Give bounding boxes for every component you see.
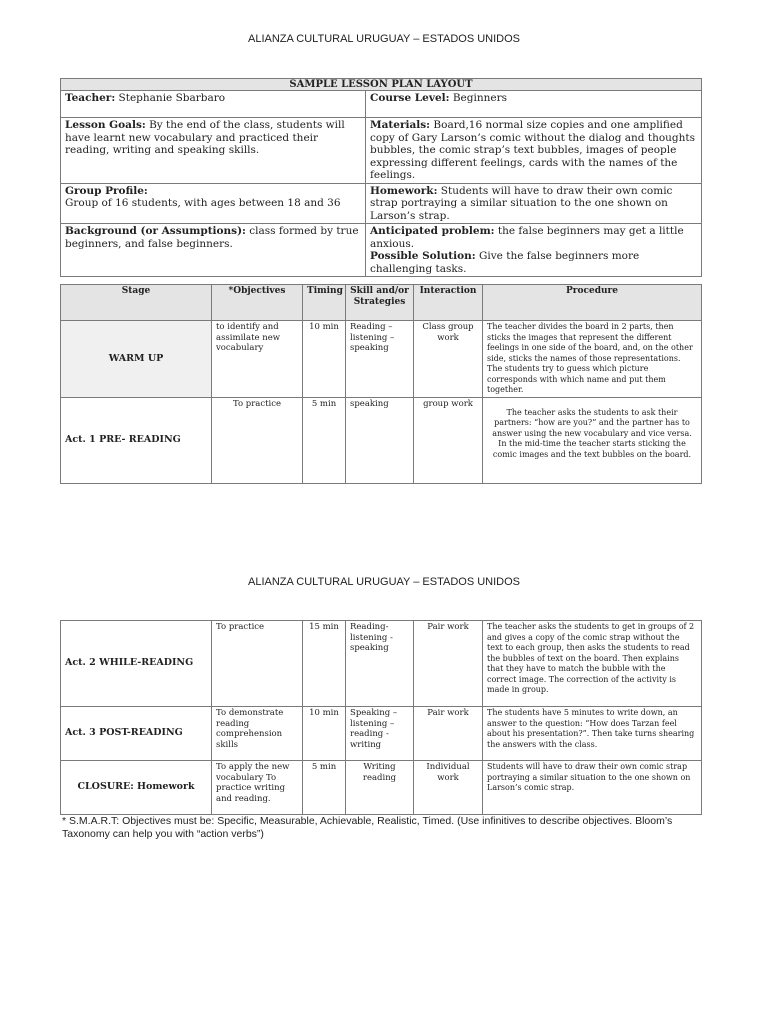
course-level-cell bbox=[366, 91, 702, 118]
interaction-cell: Class group work bbox=[414, 321, 483, 398]
objectives-header: *Objectives bbox=[212, 285, 303, 321]
materials-cell bbox=[366, 118, 702, 184]
procedure-cell: The teacher asks the students to get in groups of 2 and gives a copy of the comic strap without the text to each group, then asks the students to read the bubbles of text on the board. Then explains that they have to match the bubble with the correct image. The correction of the activity is made in group. bbox=[483, 621, 702, 707]
anticipated-problem-label: Anticipated problem: bbox=[370, 225, 495, 237]
document-header-page-2: ALIANZA CULTURAL URUGUAY – ESTADOS UNIDOS bbox=[247, 576, 520, 588]
interaction-cell: Individual work bbox=[414, 761, 483, 815]
table-row bbox=[61, 321, 702, 398]
timing-cell: 10 min bbox=[303, 707, 346, 761]
possible-solution-label: Possible Solution: bbox=[370, 250, 476, 262]
homework-label: Homework: bbox=[370, 184, 438, 197]
lesson-plan-table bbox=[60, 78, 702, 277]
group-profile-cell bbox=[61, 183, 366, 224]
lesson-plan-title: SAMPLE LESSON PLAN LAYOUT bbox=[61, 79, 702, 91]
stages-table bbox=[60, 284, 702, 484]
anticipated-problem-cell bbox=[366, 224, 702, 277]
table-row bbox=[61, 707, 702, 761]
procedure-cell: Students will have to draw their own comic strap portraying a similar situation to the one shown on Larson’s comic strap. bbox=[483, 761, 702, 815]
procedure-cell: The teacher asks the students to ask their partners: “how are you?” and the partner has to answer using the new vocabulary and vice versa. In the mid-time the teacher starts sticking the comic images and the text bubbles on the board. bbox=[483, 397, 702, 483]
interaction-cell: Pair work bbox=[414, 707, 483, 761]
lesson-goals-value: By the end of the class, students will have learnt new vocabulary and practiced their reading, writing and speaking skills. bbox=[65, 119, 345, 156]
procedure-header: Procedure bbox=[483, 285, 702, 321]
group-profile-value: Group of 16 students, with ages between 18 and 36 bbox=[65, 197, 341, 209]
stage-cell: WARM UP bbox=[61, 321, 212, 398]
objectives-cell: to identify and assimilate new vocabulary bbox=[212, 321, 303, 398]
stage-header: Stage bbox=[61, 285, 212, 321]
background-cell bbox=[61, 224, 366, 277]
stage-cell: Act. 3 POST-READING bbox=[61, 707, 212, 761]
timing-cell: 10 min bbox=[303, 321, 346, 398]
stages-table-continued bbox=[60, 620, 702, 815]
skill-header: Skill and/or Strategies bbox=[346, 285, 414, 321]
homework-value: Students will have to draw their own comic strap portraying a similar situation to the one shown on Larson’s strap. bbox=[370, 184, 673, 222]
lesson-goals-label: Lesson Goals: bbox=[65, 119, 146, 131]
anticipated-problem-value: the false beginners may get a little anxious. bbox=[370, 225, 684, 250]
interaction-cell: Pair work bbox=[414, 621, 483, 707]
table-row bbox=[61, 761, 702, 815]
course-level-value: Beginners bbox=[449, 92, 507, 104]
skill-cell: Writing reading bbox=[346, 761, 414, 815]
teacher-cell bbox=[61, 91, 366, 118]
teacher-value: Stephanie Sbarbaro bbox=[115, 92, 226, 104]
objectives-cell: To practice bbox=[212, 621, 303, 707]
interaction-header: Interaction bbox=[414, 285, 483, 321]
lesson-goals-cell bbox=[61, 118, 366, 184]
materials-value: Board,16 normal size copies and one amplified copy of Gary Larson’s comic without the dialog and thoughts bubbles, the comic strap’s text bubbles, images of people expressing different feelings, cards with the names of the feelings. bbox=[370, 119, 696, 181]
skill-cell: Speaking – listening – reading - writing bbox=[346, 707, 414, 761]
materials-label: Materials: bbox=[370, 119, 431, 131]
stage-cell: CLOSURE: Homework bbox=[61, 761, 212, 815]
objectives-cell: To apply the new vocabulary To practice writing and reading. bbox=[212, 761, 303, 815]
document-header: ALIANZA CULTURAL URUGUAY – ESTADOS UNIDOS bbox=[247, 33, 520, 45]
table-row bbox=[61, 397, 702, 483]
timing-cell: 5 min bbox=[303, 761, 346, 815]
smart-footnote: * S.M.A.R.T: Objectives must be: Specific, Measurable, Achievable, Realistic, Timed. (Use infinitives to describe objectives. Bloom’s Taxonomy can help you with “action verbs”) bbox=[62, 815, 673, 840]
objectives-cell: To demonstrate reading comprehension skills bbox=[212, 707, 303, 761]
timing-cell: 15 min bbox=[303, 621, 346, 707]
skill-cell: Reading – listening – speaking bbox=[346, 321, 414, 398]
stage-cell: Act. 1 PRE- READING bbox=[61, 397, 212, 483]
homework-cell bbox=[366, 183, 702, 224]
course-level-label: Course Level: bbox=[370, 92, 450, 104]
stage-cell: Act. 2 WHILE-READING bbox=[61, 621, 212, 707]
skill-cell: Reading- listening - speaking bbox=[346, 621, 414, 707]
procedure-cell: The teacher divides the board in 2 parts, then sticks the images that represent the different feelings in one side of the board, and, on the other side, sticks the names of those representations. The students try to guess which picture corresponds with which name and put them together. bbox=[483, 321, 702, 398]
table-row bbox=[61, 621, 702, 707]
interaction-cell: group work bbox=[414, 397, 483, 483]
timing-cell: 5 min bbox=[303, 397, 346, 483]
possible-solution-value: Give the false beginners more challenging tasks. bbox=[370, 250, 640, 275]
procedure-cell: The students have 5 minutes to write down, an answer to the question: “How does Tarzan feel about his presentation?”. Then take turns shearing the answers with the class. bbox=[483, 707, 702, 761]
group-profile-label: Group Profile: bbox=[65, 184, 148, 197]
skill-cell: speaking bbox=[346, 397, 414, 483]
teacher-label: Teacher: bbox=[65, 92, 116, 104]
background-value: class formed by true beginners, and false beginners. bbox=[65, 225, 359, 250]
background-label: Background (or Assumptions): bbox=[65, 225, 246, 237]
timing-header: Timing bbox=[303, 285, 346, 321]
objectives-cell: To practice bbox=[212, 397, 303, 483]
